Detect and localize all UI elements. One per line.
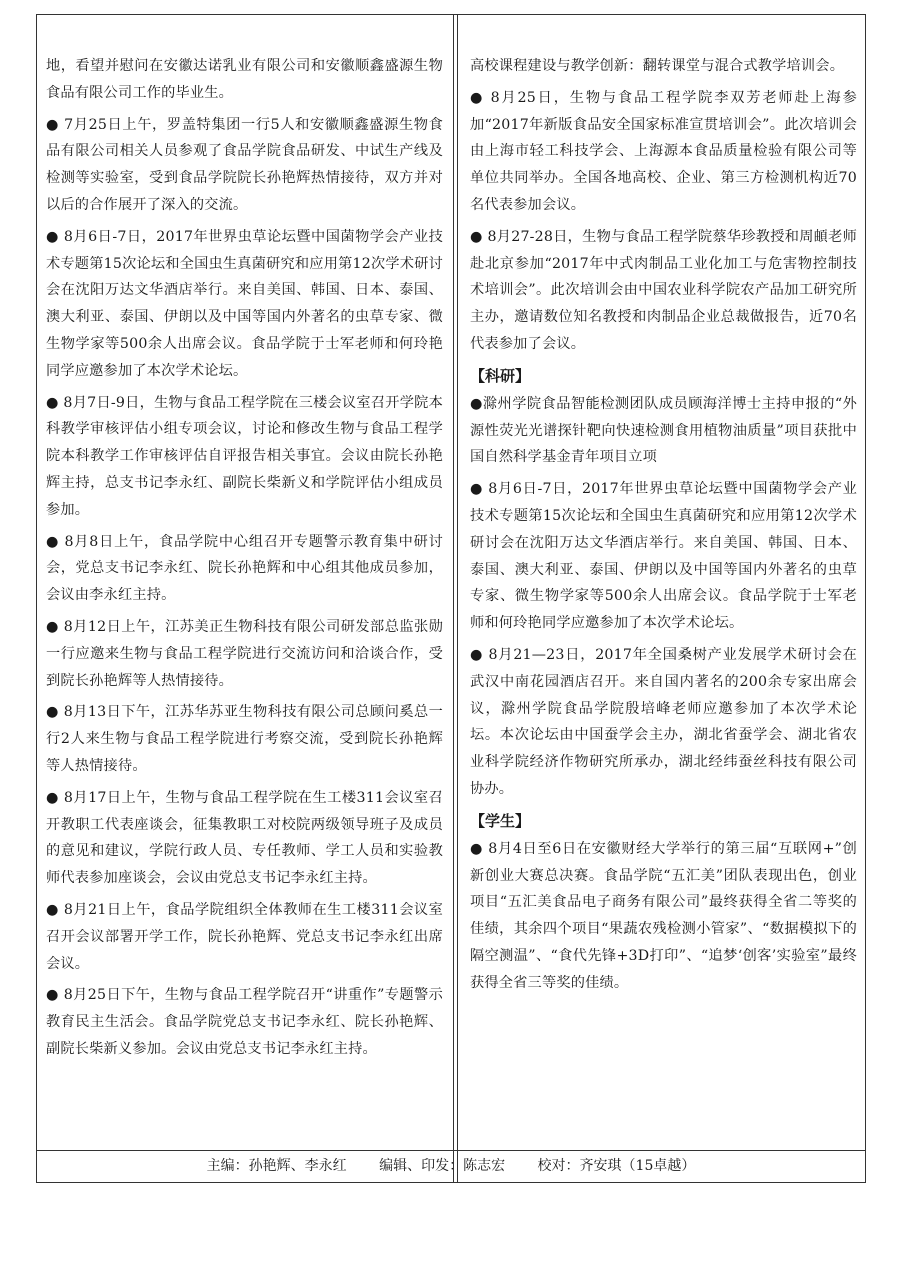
news-item: ● 7月25日上午，罗盖特集团一行5人和安徽顺鑫盛源生物食品有限公司相关人员参观了食品学院食品研发、中试生产线及检测等实验室，受到食品学院院长孙艳辉热情接待，双方并对以后的合作展开了深入的交流。 [46,116,443,213]
news-item: ● 8月6日-7日，2017年世界虫草论坛暨中国菌物学会产业技术专题第15次论坛和全国虫生真菌研究和应用第12次学术研讨会在沈阳万达文华酒店举行。来自美国、韩国、日本、泰国、澳大利亚、泰国、伊朗以及中国等国内外著名的虫草专家、微生物学家等500余人出席会议。食品学院于士军老师和何玲艳同学应邀参加了本次学术论坛。 [46,228,443,379]
news-item: 高校课程建设与教学创新：翻转课堂与混合式教学培训会。 [470,58,845,74]
section-heading-students: 【学生】 [470,811,531,830]
news-item: ●滁州学院食品智能检测团队成员顾海洋博士主持申报的“外源性荧光光谱探针靶向快速检测食用植物油质量”项目获批中国自然科学基金青年项目立项 [470,395,857,466]
news-item: ● 8月21日上午，食品学院组织全体教师在生工楼311会议室召开会议部署开学工作，院长孙艳辉、党总支书记李永红出席会议。 [46,901,443,972]
footer-editor: 主编：孙艳辉、李永红 [206,1158,347,1174]
news-item: ● 8月25日，生物与食品工程学院李双芳老师赴上海参加“2017年新版食品安全国家标准宣贯培训会”。此次培训会由上海市轻工科技学会、上海源本食品质量检验有限公司等单位共同举办。全国各地高校、企业、第三方检测机构近70名代表参加会议。 [470,89,857,213]
news-item: ● 8月4日至6日在安徽财经大学举行的第三届“互联网+”创新创业大赛总决赛。食品学院“五汇美”团队表现出色，创业项目“五汇美食品电子商务有限公司”最终获得全省二等奖的佳绩，其余四个项目“果蔬农残检测小管家”、“数据模拟下的隔空测温”、“食代先锋+3D打印”、“追梦‘创客’实验室”最终获得全省三等奖的佳绩。 [470,840,857,991]
footer-credits [37,1150,865,1182]
news-item: ● 8月27-28日，生物与食品工程学院蔡华珍教授和周頔老师赴北京参加“2017年中式肉制品工业化加工与危害物控制技术培训会”。此次培训会由中国农业科学院农产品加工研究所主办，邀请数位知名教授和肉制品企业总裁做报告，近70名代表参加了会议。 [470,228,857,352]
footer-proofreader: 校对：齐安琪（15卓越） [537,1158,696,1174]
newsletter-frame [36,14,866,1183]
section-heading-research: 【科研】 [470,366,531,385]
news-item: ● 8月21—23日，2017年全国桑树产业发展学术研讨会在武汉中南花园酒店召开。来自国内著名的200余专家出席会议，滁州学院食品学院殷培峰老师应邀参加了本次学术论坛。本次论坛由中国蚕学会主办，湖北省蚕学会、湖北省农业科学院经济作物研究所承办，湖北经纬蚕丝科技有限公司协办。 [470,646,857,797]
left-column [37,15,454,1182]
news-item: ● 8月12日上午，江苏美正生物科技有限公司研发部总监张勋一行应邀来生物与食品工程学院进行交流访问和洽谈合作，受到院长孙艳辉等人热情接待。 [46,618,443,689]
footer-publisher: 编辑、印发：陈志宏 [379,1158,506,1174]
news-item: ● 8月25日下午，生物与食品工程学院召开“讲重作”专题警示教育民主生活会。食品学院党总支书记李永红、院长孙艳辉、副院长柴新义参加。会议由党总支书记李永红主持。 [46,987,443,1057]
news-item: ● 8月7日-9日，生物与食品工程学院在三楼会议室召开学院本科教学审核评估小组专项会议，讨论和修改生物与食品工程学院本科教学工作审核评估自评报告相关事宜。会议由院长孙艳辉主持，总支书记李永红、副院长柴新义和学院评估小组成员参加。 [46,394,443,518]
news-item: ● 8月17日上午，生物与食品工程学院在生工楼311会议室召开教职工代表座谈会，征集教职工对校院两级领导班子及成员的意见和建议，学院行政人员、专任教师、学工人员和实验教师代表参加座谈会，会议由党总支书记李永红主持。 [46,789,443,887]
news-item: ● 8月6日-7日，2017年世界虫草论坛暨中国菌物学会产业技术专题第15次论坛和全国虫生真菌研究和应用第12次学术研讨会在沈阳万达文华酒店举行。来自美国、韩国、日本、泰国、澳大利亚、泰国、伊朗以及中国等国内外著名的虫草专家、微生物学家等500余人出席会议。食品学院于士军老师和何玲艳同学应邀参加了本次学术论坛。 [470,481,857,632]
news-item: 地，看望并慰问在安徽达诺乳业有限公司和安徽顺鑫盛源生物食品有限公司工作的毕业生。 [46,58,443,101]
news-item: ● 8月13日下午，江苏华苏亚生物科技有限公司总顾问奚总一行2人来生物与食品工程学院进行考察交流，受到院长孙艳辉等人热情接待。 [46,704,443,774]
news-item: ● 8月8日上午，食品学院中心组召开专题警示教育集中研讨会，党总支书记李永红、院长孙艳辉和中心组其他成员参加，会议由李永红主持。 [46,533,443,604]
right-column [457,15,866,1182]
